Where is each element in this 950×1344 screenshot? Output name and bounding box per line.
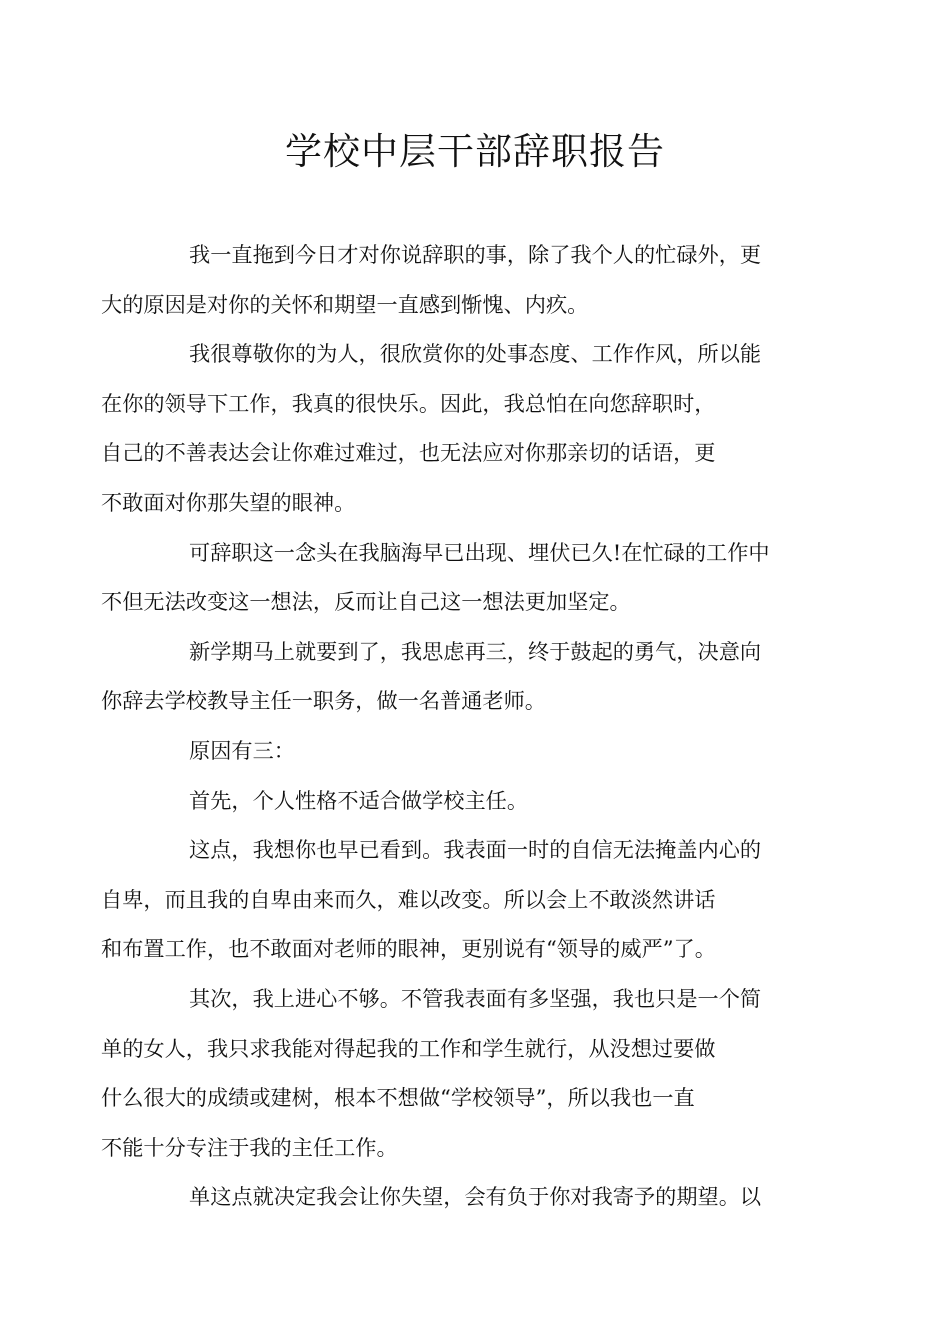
paragraph-line: 这点，我想你也早已看到。我表面一时的自信无法掩盖内心的	[189, 837, 762, 863]
paragraph-line: 大的原因是对你的关怀和期望一直感到惭愧、内疚。	[101, 291, 589, 317]
paragraph-8	[101, 974, 807, 1172]
paragraph-line: 可辞职这一念头在我脑海早已出现、埋伏已久!在忙碌的工作中	[189, 539, 770, 565]
paragraph-line: 首先，个人性格不适合做学校主任。	[189, 787, 529, 813]
paragraph-line: 我很尊敬你的为人，很欣赏你的处事态度、工作作风，所以能	[189, 341, 762, 367]
paragraph-line: 什么很大的成绩或建树，根本不想做“学校领导”，所以我也一直	[101, 1085, 695, 1111]
paragraph-line: 自卑，而且我的自卑由来而久，难以改变。所以会上不敢淡然讲话	[101, 886, 716, 912]
paragraph-6	[145, 776, 807, 826]
paragraph-1	[101, 230, 807, 329]
paragraph-line: 自己的不善表达会让你难过难过，也无法应对你那亲切的话语，更	[101, 440, 716, 466]
document-body	[101, 230, 807, 1222]
paragraph-line: 不敢面对你那失望的眼神。	[101, 489, 356, 515]
paragraph-line: 新学期马上就要到了，我思虑再三，终于鼓起的勇气，决意向	[189, 638, 762, 664]
paragraph-line: 和布置工作，也不敢面对老师的眼神，更别说有“领导的威严”了。	[101, 936, 716, 962]
paragraph-3	[101, 528, 807, 627]
paragraph-line: 我一直拖到今日才对你说辞职的事，除了我个人的忙碌外，更	[189, 242, 762, 267]
paragraph-9	[145, 1172, 807, 1222]
paragraph-2	[101, 329, 807, 527]
paragraph-line: 在你的领导下工作，我真的很快乐。因此，我总怕在向您辞职时，	[101, 390, 716, 416]
paragraph-5	[145, 726, 807, 776]
paragraph-4	[101, 627, 807, 726]
paragraph-line: 单的女人，我只求我能对得起我的工作和学生就行，从没想过要做	[101, 1035, 716, 1061]
paragraph-line: 不能十分专注于我的主任工作。	[101, 1134, 398, 1160]
paragraph-7	[101, 825, 807, 974]
paragraph-line: 原因有三：	[189, 737, 295, 763]
paragraph-line: 你辞去学校教导主任一职务，做一名普通老师。	[101, 688, 546, 714]
paragraph-line: 其次，我上进心不够。不管我表面有多坚强，我也只是一个简	[189, 985, 762, 1011]
paragraph-line: 单这点就决定我会让你失望，会有负于你对我寄予的期望。以	[189, 1184, 762, 1210]
document-title: 学校中层干部辞职报告	[285, 130, 665, 173]
paragraph-line: 不但无法改变这一想法，反而让自己这一想法更加坚定。	[101, 589, 631, 615]
